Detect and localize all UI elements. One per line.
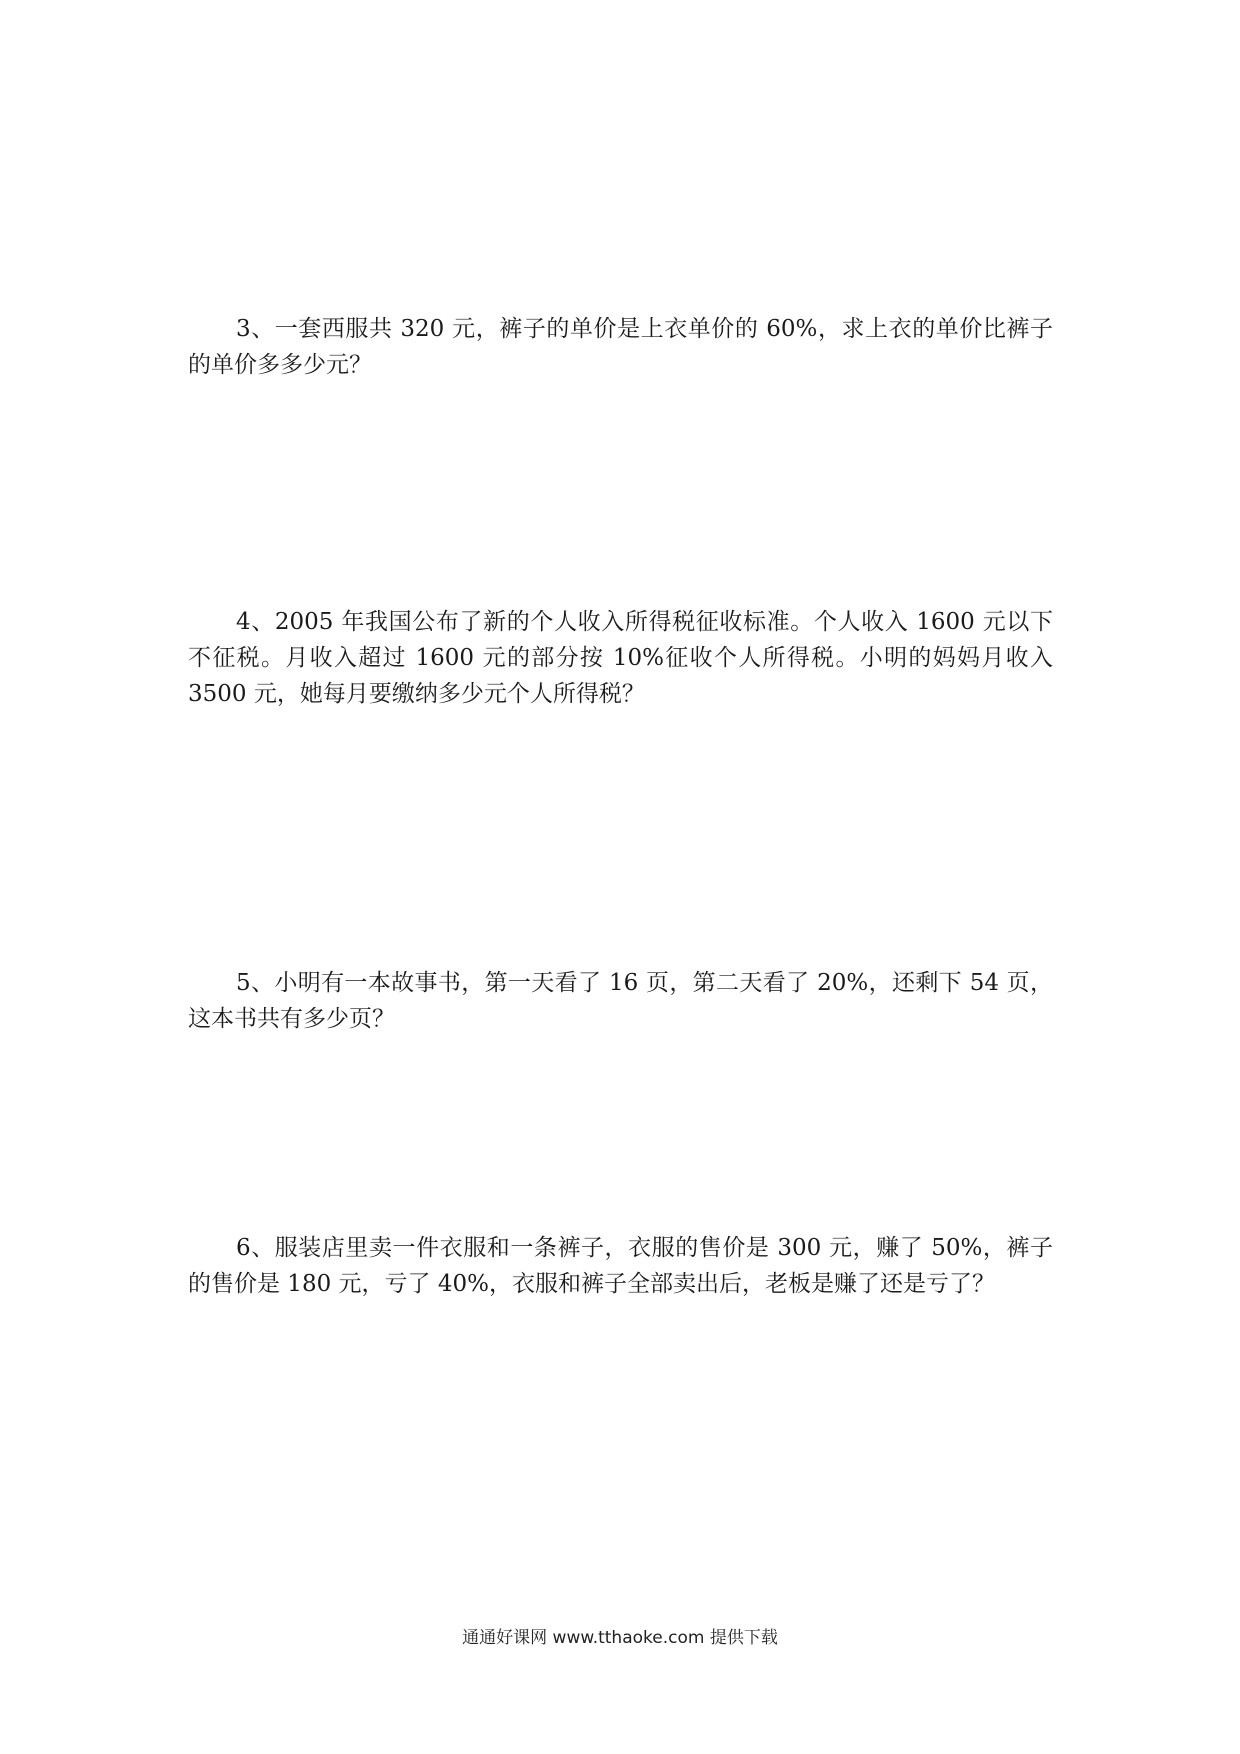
- problem-3: 3、一套西服共 320 元，裤子的单价是上衣单价的 60%，求上衣的单价比裤子的单价多多少元？: [188, 316, 1053, 378]
- problem-5: 5、小明有一本故事书，第一天看了 16 页，第二天看了 20%，还剩下 54 页，这本书共有多少页？: [188, 970, 1053, 1032]
- problem-6: 6、服装店里卖一件衣服和一条裤子，衣服的售价是 300 元，赚了 50%，裤子的售价是 180 元，亏了 40%，衣服和裤子全部卖出后，老板是赚了还是亏了？: [188, 1235, 1053, 1297]
- problem-4: 4、2005 年我国公布了新的个人收入所得税征收标准。个人收入 1600 元以下不征税。月收入超过 1600 元的部分按 10%征收个人所得税。小明的妈妈月收入 3500 元，她每月要缴纳多少元个人所得税？: [188, 609, 1053, 707]
- page-footer: 通通好课网 www.tthaoke.com 提供下载: [462, 1628, 778, 1648]
